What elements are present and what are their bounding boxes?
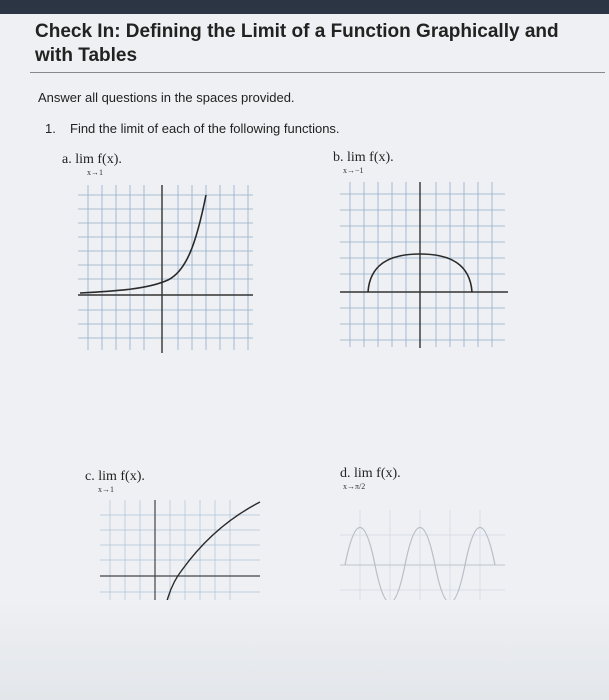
graph-a-grid [78,185,253,350]
bottom-shadow [0,600,609,700]
graph-a-curve [80,195,206,293]
top-edge [0,0,609,14]
part-c-subscript: x→1 [98,485,114,494]
question-number: 1. [45,121,56,136]
part-b-label: b. lim f(x). [333,150,394,165]
question-text: Find the limit of each of the following functions. [70,121,340,136]
title-divider [30,72,605,73]
graph-b-grid [340,182,505,347]
part-c-label: c. lim f(x). [85,469,145,484]
part-a-label: a. lim f(x). [62,152,122,167]
part-d-label: d. lim f(x). [340,466,401,481]
instructions: Answer all questions in the spaces provided. [38,90,295,105]
part-a-subscript: x→1 [87,168,103,177]
part-d-subscript: x→π/2 [343,482,366,491]
graph-a [78,185,258,355]
part-b-subscript: x→−1 [343,166,364,175]
graph-b [340,182,510,350]
page-title: Check In: Defining the Limit of a Function Graphically and with Tables [35,21,559,66]
